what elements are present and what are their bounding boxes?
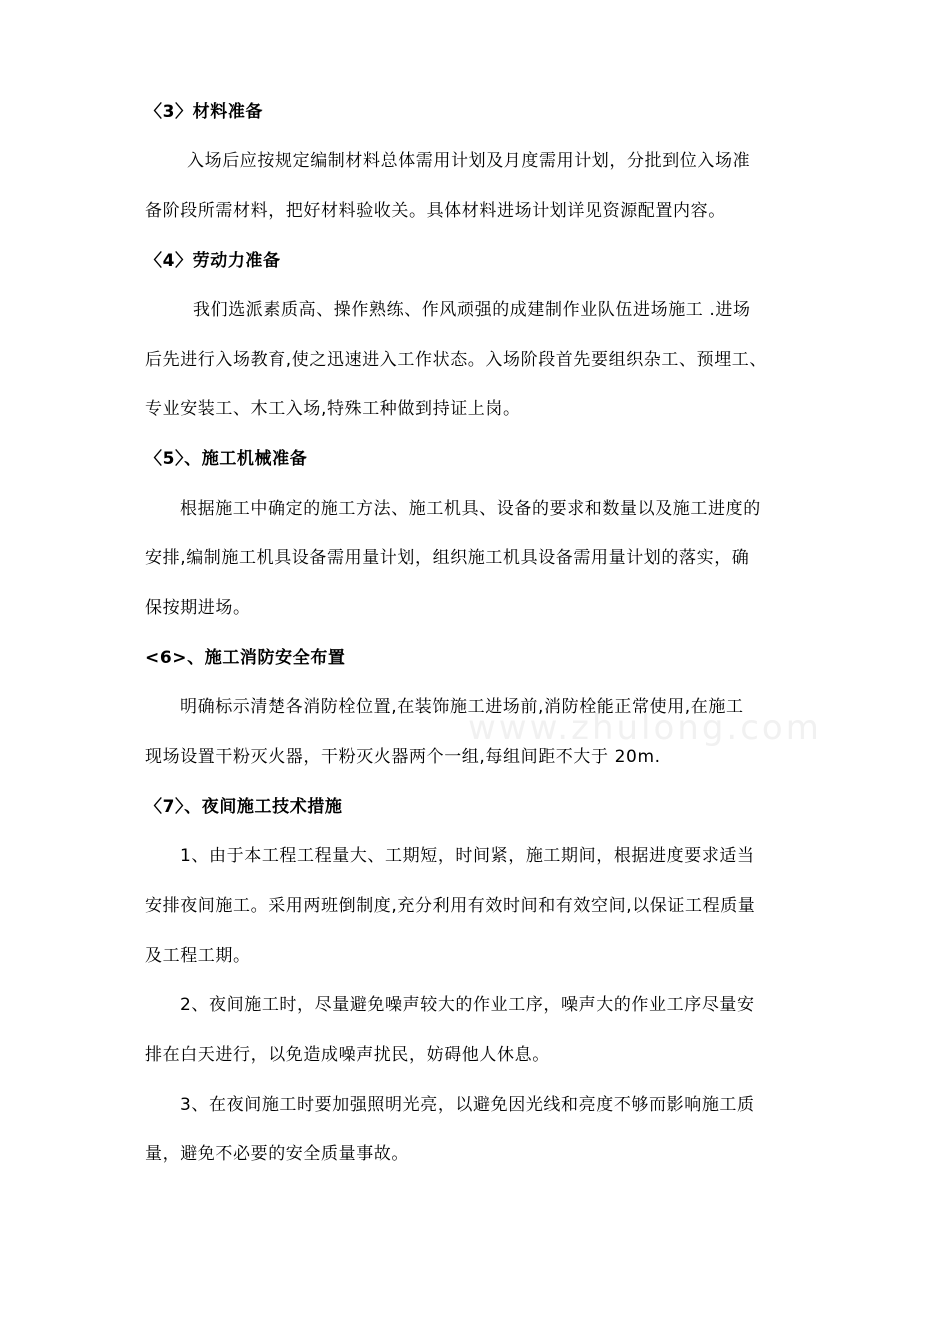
section-3-p1-line1: 入场后应按规定编制材料总体需用计划及月度需用计划，分批到位入场准: [187, 151, 751, 171]
section-6-p1-line2: 现场设置干粉灭火器，干粉灭火器两个一组,每组间距不大于 20m.: [145, 747, 661, 767]
section-3-p1-line2: 备阶段所需材料，把好材料验收关。具体材料进场计划详见资源配置内容。: [145, 201, 726, 221]
section-7-p3-line2: 量，避免不必要的安全质量事故。: [145, 1144, 409, 1164]
section-7-heading: 〈7〉、夜间施工技术措施: [145, 797, 343, 817]
section-6-heading: <6>、施工消防安全布置: [145, 648, 346, 668]
section-5-p1-line1: 根据施工中确定的施工方法、施工机具、设备的要求和数量以及施工进度的: [180, 499, 761, 519]
section-5-p1-line2: 安排,编制施工机具设备需用量计划，组织施工机具设备需用量计划的落实，确: [145, 548, 750, 568]
section-7-p1-line2: 安排夜间施工。采用两班倒制度,充分利用有效时间和有效空间,以保证工程质量: [145, 896, 756, 916]
section-7-p1-line3: 及工程工期。: [145, 946, 251, 966]
section-4-heading: 〈4〉劳动力准备: [145, 251, 281, 271]
section-7-p3-line1: 3、在夜间施工时要加强照明光亮，以避免因光线和亮度不够而影响施工质: [180, 1095, 755, 1115]
watermark: www.zhulong.com: [468, 708, 822, 748]
section-5-p1-line3: 保按期进场。: [145, 598, 251, 618]
section-7-p1-line1: 1、由于本工程工程量大、工期短，时间紧，施工期间，根据进度要求适当: [180, 846, 755, 866]
section-4-p1-line2: 后先进行入场教育,使之迅速进入工作状态。入场阶段首先要组织杂工、预埋工、: [145, 350, 768, 370]
section-5-heading: 〈5〉、施工机械准备: [145, 449, 308, 469]
section-4-p1-line1: 我们选派素质高、操作熟练、作风顽强的成建制作业队伍进场施工 .进场: [193, 300, 751, 320]
section-6-p1-line1: 明确标示清楚各消防栓位置,在装饰施工进场前,消防栓能正常使用,在施工: [180, 697, 744, 717]
section-7-p2-line1: 2、夜间施工时，尽量避免噪声较大的作业工序，噪声大的作业工序尽量安: [180, 995, 755, 1015]
section-3-heading: 〈3〉材料准备: [145, 102, 264, 122]
section-4-p1-line3: 专业安装工、木工入场,特殊工种做到持证上岗。: [145, 399, 521, 419]
section-7-p2-line2: 排在白天进行，以免造成噪声扰民，妨碍他人休息。: [145, 1045, 550, 1065]
